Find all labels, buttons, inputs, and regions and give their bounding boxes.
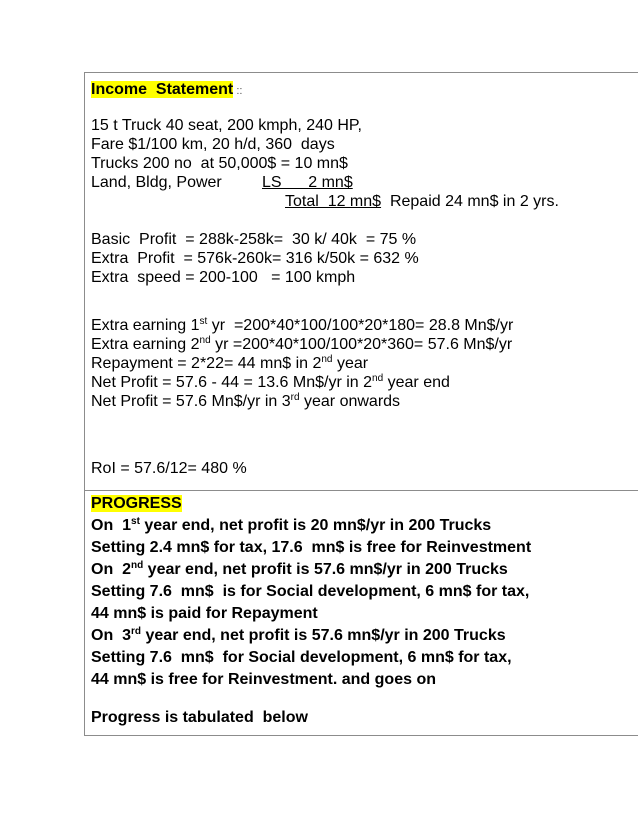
net-profit-1-suffix: year end	[383, 374, 450, 391]
earning-2-label: Extra earning 2	[91, 336, 200, 353]
land-cost-line	[91, 173, 353, 192]
progress-line-3	[91, 560, 508, 579]
progress-line-5: 44 mn$ is paid for Repayment	[91, 605, 318, 622]
repayment-label: Repayment = 2*22= 44 mn$ in 2	[91, 355, 322, 372]
land-amount: LS 2 mn$	[262, 174, 353, 191]
land-label: Land, Bldg, Power	[91, 174, 222, 191]
repayment-sup: nd	[321, 354, 333, 365]
progress-title: PROGRESS	[91, 495, 182, 512]
progress-line-7: Setting 7.6 mn$ for Social development, 6 mn$ for tax,	[91, 649, 512, 666]
net-profit-2-label: Net Profit = 57.6 Mn$/yr in 3	[91, 393, 291, 410]
progress-6-label: On 3	[91, 627, 132, 644]
section-divider	[84, 490, 638, 491]
truck-spec-line: 15 t Truck 40 seat, 200 kmph, 240 HP,	[91, 117, 362, 134]
total-line	[285, 192, 559, 211]
progress-line-9: Progress is tabulated below	[91, 709, 308, 726]
progress-3-sup: nd	[131, 560, 144, 571]
trucks-cost-line: Trucks 200 no at 50,000$ = 10 mn$	[91, 155, 348, 172]
net-profit-2-sup: rd	[290, 392, 300, 403]
extra-earning-2-line	[91, 335, 512, 354]
progress-line-2: Setting 2.4 mn$ for tax, 17.6 mn$ is free for Reinvestment	[91, 539, 532, 556]
progress-1-sup: st	[131, 516, 140, 527]
progress-line-4: Setting 7.6 mn$ is for Social development, 6 mn$ for tax,	[91, 583, 530, 600]
net-profit-1-label: Net Profit = 57.6 - 44 = 13.6 Mn$/yr in 2	[91, 374, 373, 391]
income-statement-title: Income Statement	[91, 81, 234, 98]
progress-3-text: year end, net profit is 57.6 mn$/yr in 200 Trucks	[143, 561, 508, 578]
heading-colons: ::	[233, 85, 243, 97]
progress-line-1	[91, 516, 491, 535]
progress-1-label: On 1	[91, 517, 132, 534]
progress-line-6	[91, 626, 506, 645]
extra-profit-line: Extra Profit = 576k-260k= 316 k/50k = 632 %	[91, 250, 419, 267]
earning-2-value: yr =200*40*100/100*20*360= 57.6 Mn$/yr	[210, 336, 513, 353]
progress-6-sup: rd	[131, 626, 142, 637]
earning-1-label: Extra earning 1	[91, 317, 200, 334]
fare-line: Fare $1/100 km, 20 h/d, 360 days	[91, 136, 335, 153]
repaid-note: Repaid 24 mn$ in 2 yrs.	[381, 193, 559, 210]
extra-speed-line: Extra speed = 200-100 = 100 kmph	[91, 269, 356, 286]
progress-1-text: year end, net profit is 20 mn$/yr in 200 Trucks	[139, 517, 492, 534]
progress-heading	[91, 494, 182, 513]
extra-earning-1-line	[91, 316, 513, 335]
net-profit-2-suffix: year onwards	[299, 393, 401, 410]
earning-2-sup: nd	[199, 335, 211, 346]
progress-3-label: On 2	[91, 561, 132, 578]
repayment-line	[91, 354, 368, 373]
roi-line: RoI = 57.6/12= 480 %	[91, 460, 247, 477]
net-profit-2nd-year-line	[91, 373, 450, 392]
income-statement-heading	[91, 80, 242, 101]
earning-1-sup: st	[199, 316, 208, 327]
progress-6-text: year end, net profit is 57.6 mn$/yr in 200 Trucks	[141, 627, 506, 644]
net-profit-3rd-year-line	[91, 392, 400, 411]
repayment-suffix: year	[332, 355, 369, 372]
basic-profit-line: Basic Profit = 288k-258k= 30 k/ 40k = 75 %	[91, 231, 417, 248]
total-amount: Total 12 mn$	[285, 193, 382, 210]
progress-line-8: 44 mn$ is free for Reinvestment. and goes on	[91, 671, 436, 688]
net-profit-1-sup: nd	[372, 373, 384, 384]
earning-1-value: yr =200*40*100/100*20*180= 28.8 Mn$/yr	[207, 317, 514, 334]
